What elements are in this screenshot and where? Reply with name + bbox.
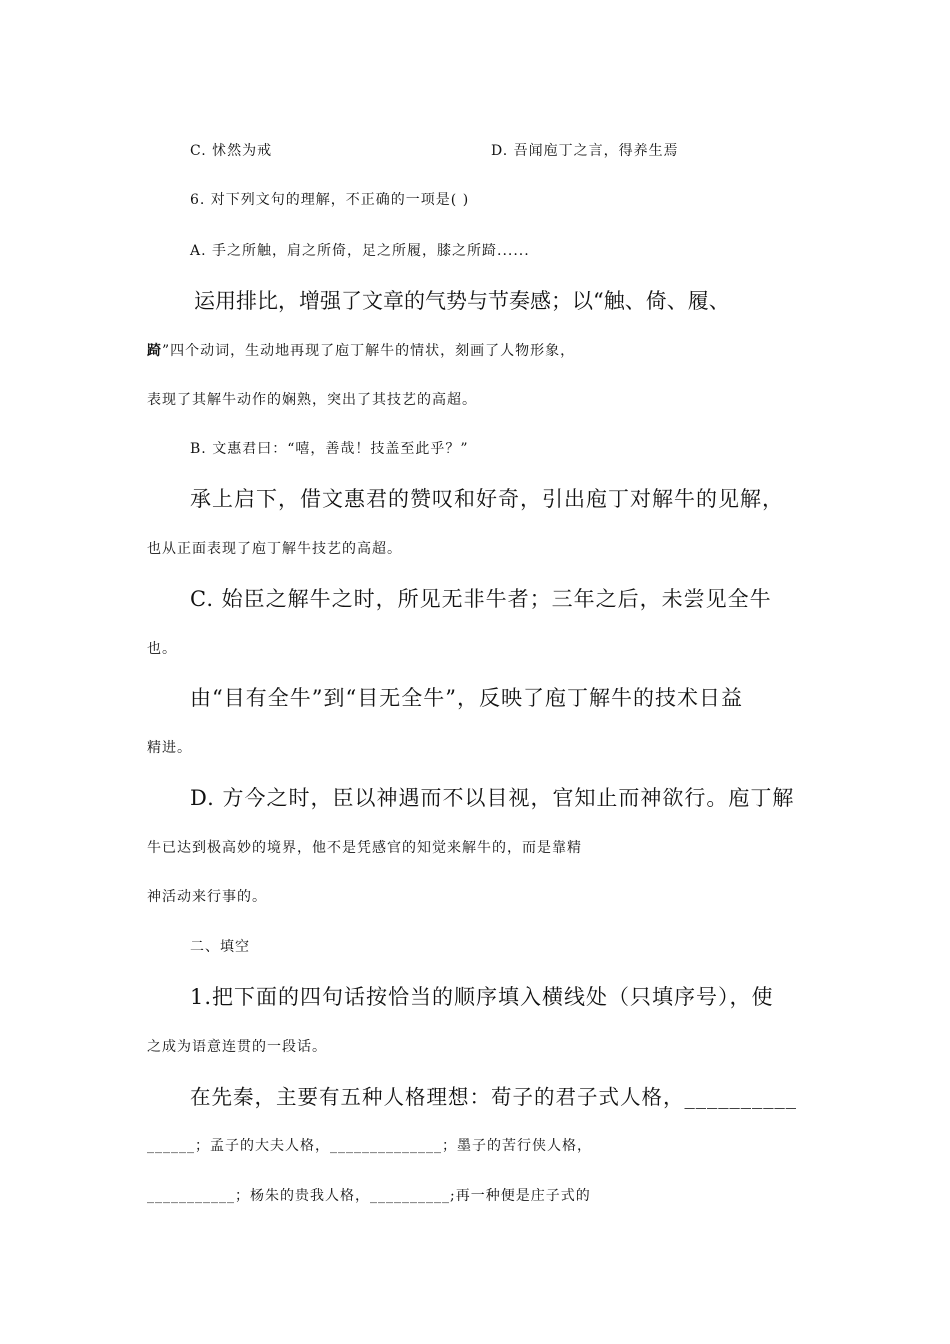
q6-b-analysis-line1: 承上启下，借文惠君的赞叹和好奇，引出庖丁对解牛的见解， <box>190 487 784 511</box>
section2-para-line3: ___________；杨朱的贵我人格，__________;再一种便是庄子式的 <box>147 1188 591 1204</box>
q6-a-bold-char: 踦 <box>147 343 162 359</box>
section2-q1-line1: 1.把下面的四句话按恰当的顺序填入横线处（只填序号），使 <box>190 985 774 1009</box>
q6-a-analysis-line3: 表现了其解牛动作的娴熟，突出了其技艺的高超。 <box>147 392 477 408</box>
q6-c-quote-line1: C. 始臣之解牛之时，所见无非牛者；三年之后，未尝见全牛 <box>190 587 772 611</box>
section2-para-line2: ______；孟子的大夫人格，______________；墨子的苦行侠人格， <box>147 1138 592 1154</box>
q5-option-c-line <box>190 136 850 166</box>
q5-option-d: D. 吾闻庖丁之言，得养生焉 <box>491 143 679 159</box>
q6-c-analysis-line1: 由“目有全牛”到“目无全牛”，反映了庖丁解牛的技术日益 <box>190 686 743 710</box>
q6-d-line3: 神活动来行事的。 <box>147 889 267 905</box>
q6-a-analysis-line1: 运用排比，增强了文章的气势与节奏感；以“触、倚、履、 <box>194 289 730 313</box>
section2-heading: 二、填空 <box>190 939 250 955</box>
section2-q1-line2: 之成为语意连贯的一段话。 <box>147 1039 327 1055</box>
q5-option-c: C. 怵然为戒 <box>190 143 273 159</box>
q6-a-analysis-line2 <box>147 336 807 366</box>
q6-d-line1: D. 方今之时，臣以神遇而不以目视，官知止而神欲行。庖丁解 <box>190 786 795 810</box>
q6-d-line2: 牛已达到极高妙的境界，他不是凭感官的知觉来解牛的，而是靠精 <box>147 840 582 856</box>
q6-c-quote-line2: 也。 <box>147 641 177 657</box>
q6-b-analysis-line2: 也从正面表现了庖丁解牛技艺的高超。 <box>147 541 402 557</box>
q6-stem: 6. 对下列文句的理解，不正确的一项是( ) <box>190 192 470 208</box>
q6-a-quote: A. 手之所触，肩之所倚，足之所履，膝之所踦...... <box>190 243 530 259</box>
q6-a-analysis-line2-rest: ”四个动词，生动地再现了庖丁解牛的情状，刻画了人物形象， <box>162 343 576 359</box>
section2-para-line1: 在先秦，主要有五种人格理想：荀子的君子式人格，__________ <box>190 1085 797 1109</box>
q6-c-analysis-line2: 精进。 <box>147 740 192 756</box>
q6-b-quote: B. 文惠君曰：“嘻，善哉！技盖至此乎？” <box>190 441 469 457</box>
